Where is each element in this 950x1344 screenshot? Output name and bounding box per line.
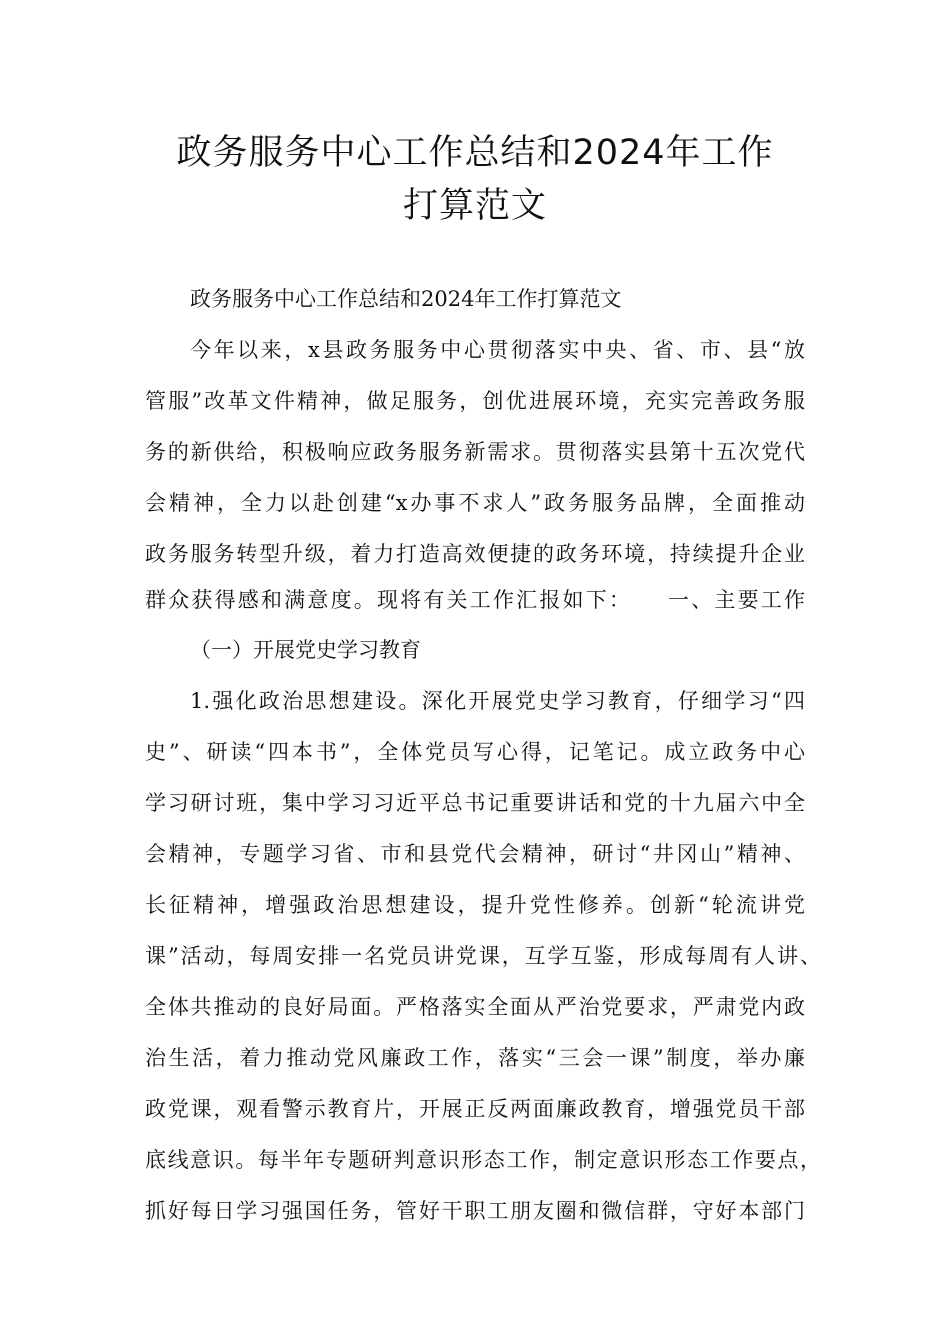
body-line: 学习研讨班，集中学习习近平总书记重要讲话和党的十九届六中全: [145, 791, 805, 815]
body-line: 会精神，专题学习省、市和县党代会精神，研讨“井冈山”精神、: [145, 842, 805, 866]
subtitle-line: 政务服务中心工作总结和2024年工作打算范文: [190, 287, 622, 311]
body-line: 今年以来，x县政务服务中心贯彻落实中央、省、市、县“放: [190, 338, 805, 362]
body-line: 全体共推动的良好局面。严格落实全面从严治党要求，严肃党内政: [145, 995, 805, 1019]
body-line: 课”活动，每周安排一名党员讲党课，互学互鉴，形成每周有人讲、: [145, 944, 821, 968]
body-line: 管服”改革文件精神，做足服务，创优进展环境，充实完善政务服: [145, 389, 805, 413]
body-line: 史”、研读“四本书”，全体党员写心得，记笔记。成立政务中心: [145, 740, 805, 764]
body-line: 会精神，全力以赴创建“x办事不求人”政务服务品牌，全面推动: [145, 491, 805, 515]
body-line: 治生活，着力推动党风廉政工作，落实“三会一课”制度，举办廉: [145, 1046, 805, 1070]
body-line: 1.强化政治思想建设。深化开展党史学习教育，仔细学习“四: [190, 689, 805, 713]
body-line: 政务服务转型升级，着力打造高效便捷的政务环境，持续提升企业: [145, 542, 805, 566]
body-line: 抓好每日学习强国任务，管好干职工朋友圈和微信群，守好本部门: [145, 1199, 805, 1223]
body-line: 政党课，观看警示教育片，开展正反两面廉政教育，增强党员干部: [145, 1097, 805, 1121]
document-title-line-2: 打算范文: [402, 186, 547, 226]
section-heading: （一）开展党史学习教育: [190, 638, 421, 662]
document-title-line-1: 政务服务中心工作总结和2024年工作: [176, 133, 774, 173]
body-line: 群众获得感和满意度。现将有关工作汇报如下： 一、主要工作: [145, 588, 805, 612]
body-line: 务的新供给，积极响应政务服务新需求。贯彻落实县第十五次党代: [145, 440, 805, 464]
body-line: 底线意识。每半年专题研判意识形态工作，制定意识形态工作要点，: [145, 1148, 821, 1172]
body-line: 长征精神，增强政治思想建设，提升党性修养。创新“轮流讲党: [145, 893, 805, 917]
